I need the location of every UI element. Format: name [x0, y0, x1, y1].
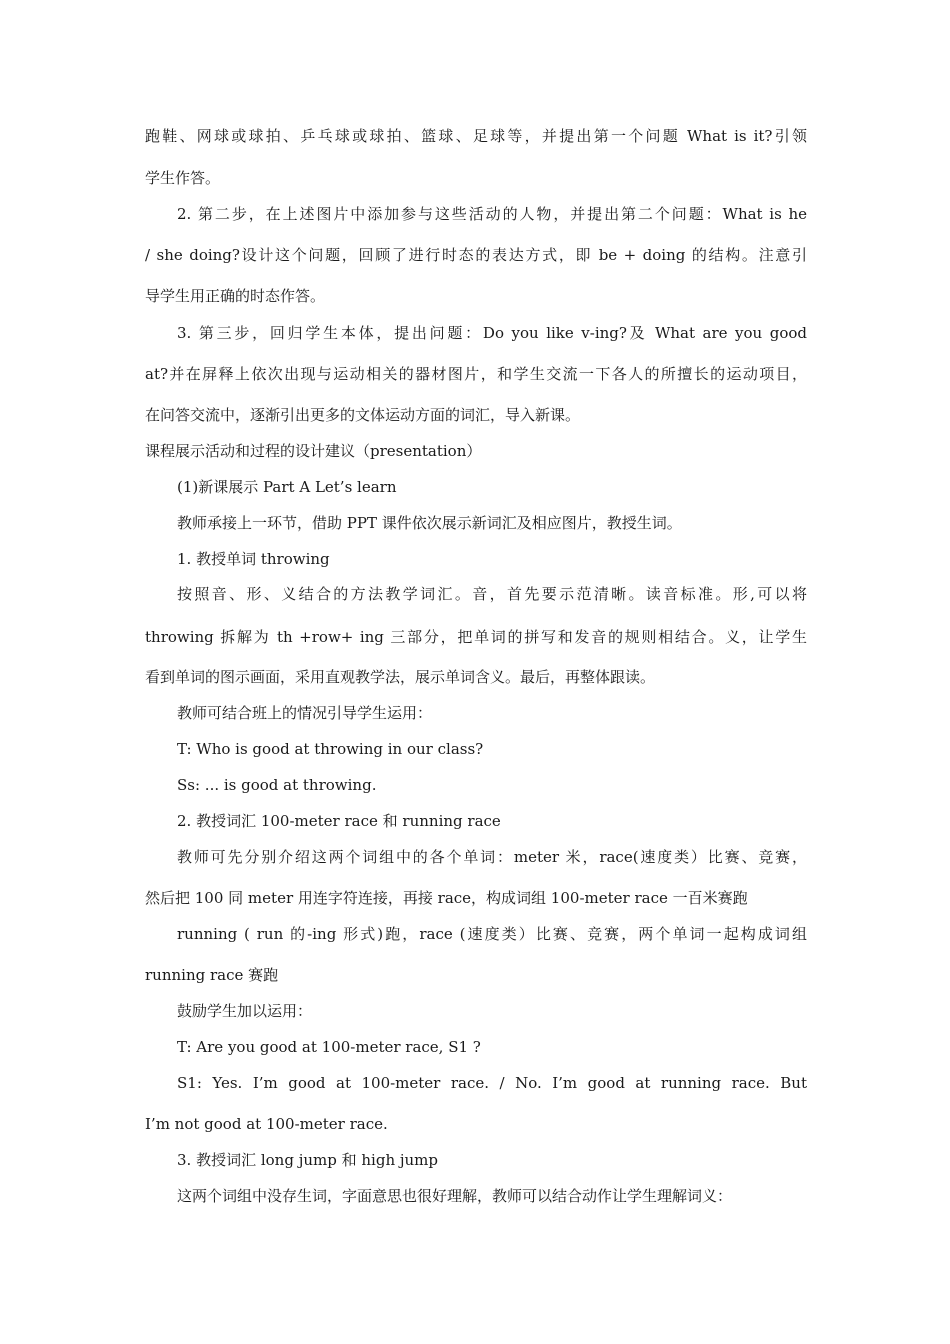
- paragraph-line: 鼓励学生加以运用：: [177, 1002, 313, 1020]
- dialogue-line: T: Who is good at throwing in our class?: [177, 740, 484, 758]
- list-item-heading: 1. 教授单词 throwing: [177, 550, 330, 568]
- paragraph-line: 按照音、形、义结合的方法教学词汇。音，首先要示范清晰。读音标准。形,可以将: [177, 585, 807, 603]
- paragraph-line: 这两个词组中没存生词，字面意思也很好理解，教师可以结合动作让学生理解词义：: [177, 1187, 733, 1205]
- paragraph-line: 学生作答。: [145, 169, 221, 187]
- paragraph-line: at?并在屏释上依次出现与运动相关的器材图片，和学生交流一下各人的所擅长的运动项目，: [145, 365, 807, 383]
- paragraph-line: 跑鞋、网球或球拍、乒乓球或球拍、篮球、足球等，并提出第一个问题 What is it?引领: [145, 127, 807, 145]
- paragraph-line: 导学生用正确的时态作答。: [145, 287, 326, 305]
- paragraph-line: 看到单词的图示画面，采用直观教学法，展示单词含义。最后，再整体跟读。: [145, 668, 656, 686]
- subsection-heading: (1)新课展示 Part A Let’s learn: [177, 478, 397, 496]
- paragraph-line: 教师可先分别介绍这两个词组中的各个单词：meter 米，race(速度类）比赛、竞赛，: [177, 848, 807, 866]
- paragraph-line: 2. 第二步，在上述图片中添加参与这些活动的人物，并提出第二个问题：What is he: [177, 205, 807, 223]
- list-item-heading: 2. 教授词汇 100-meter race 和 running race: [177, 812, 501, 830]
- list-item-heading: 3. 教授词汇 long jump 和 high jump: [177, 1151, 439, 1169]
- paragraph-line: 在问答交流中，逐渐引出更多的文体运动方面的词汇，导入新课。: [145, 406, 581, 424]
- paragraph-line: / she doing?设计这个问题，回顾了进行时态的表达方式，即 be + doing 的结构。注意引: [145, 246, 807, 264]
- paragraph-line: 教师承接上一环节，借助 PPT 课件依次展示新词汇及相应图片，教授生词。: [177, 514, 682, 532]
- dialogue-line: T: Are you good at 100-meter race, S1 ?: [177, 1038, 481, 1056]
- section-heading: 课程展示活动和过程的设计建议（presentation）: [145, 442, 482, 460]
- paragraph-line: 3. 第三步，回归学生本体，提出问题：Do you like v-ing?及 What are you good: [177, 324, 807, 342]
- dialogue-line: S1: Yes. I’m good at 100-meter race. / No. I’m good at running race. But: [177, 1074, 807, 1092]
- paragraph-line: running ( run 的-ing 形式)跑，race (速度类）比赛、竞赛，两个单词一起构成词组: [177, 925, 807, 943]
- dialogue-line: I’m not good at 100-meter race.: [145, 1115, 388, 1133]
- paragraph-line: 教师可结合班上的情况引导学生运用：: [177, 704, 433, 722]
- paragraph-line: 然后把 100 同 meter 用连字符连接，再接 race，构成词组 100-meter race 一百米赛跑: [145, 889, 748, 907]
- dialogue-line: Ss: ... is good at throwing.: [177, 776, 377, 794]
- paragraph-line: running race 赛跑: [145, 966, 279, 984]
- paragraph-line: throwing 拆解为 th +row+ ing 三部分，把单词的拼写和发音的规则相结合。义，让学生: [145, 628, 807, 646]
